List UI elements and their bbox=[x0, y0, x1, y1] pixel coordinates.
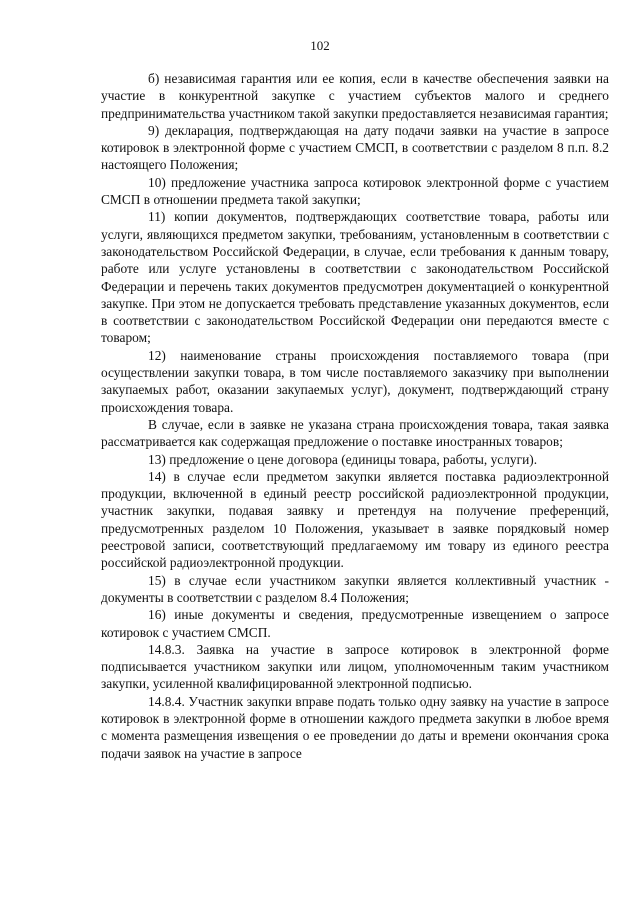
paragraph-item-15: 15) в случае если участником закупки является коллективный участник - документы в соответствии с разделом 8.4 Положения; bbox=[101, 572, 609, 605]
paragraph-item-12: 12) наименование страны происхождения поставляемого товара (при осуществлении закупки товара, в том числе поставляемого заказчику при выполнении закупаемых работ, оказании закупаемых услуг), документ, подтверждающий страну происхождения товара. bbox=[101, 347, 609, 415]
page-number: 102 bbox=[310, 38, 330, 53]
paragraph-item-b: б) независимая гарантия или ее копия, если в качестве обеспечения заявки на участие в конкурентной закупке с участием субъектов малого и среднего предпринимательства участником такой закупки предоставляется независимая гарантия; bbox=[101, 71, 609, 121]
paragraph-item-11: 11) копии документов, подтверждающих соответствие товара, работы или услуги, являющихся предметом закупки, требованиям, установленным в соответствии с законодательством Российской Федерации, в случае, если требования к данным товару, работе или услуге установлены в соответствии с законодательством Российской Федерации и перечень таких документов предусмотрен документацией о конкурентной закупке. При этом не допускается требовать представление указанных документов, если в соответствии с законодательством Российской Федерации они передаются вместе с товаром; bbox=[101, 209, 609, 346]
paragraph-14-8-3: 14.8.3. Заявка на участие в запросе котировок в электронной форме подписывается участником закупки или лицом, уполномоченным таким участником закупки, усиленной квалифицированной электронной подписью. bbox=[101, 641, 609, 692]
paragraph-item-16: 16) иные документы и сведения, предусмотренные извещением о запросе котировок с участием СМСП. bbox=[101, 607, 609, 640]
paragraph-14-8-4: 14.8.4. Участник закупки вправе подать только одну заявку на участие в запросе котировок в электронной форме в отношении каждого предмета закупки в любое время с момента размещения извещения о ее проведении до даты и времени окончания срока подачи заявок на участие в запросе bbox=[101, 693, 609, 761]
paragraph-item-10: 10) предложение участника запроса котировок электронной форме с участием СМСП в отношении предмета такой закупки; bbox=[101, 174, 609, 208]
document-body bbox=[101, 70, 609, 762]
paragraph-item-14: 14) в случае если предметом закупки является поставка радиоэлектронной продукции, включенной в единый реестр российской радиоэлектронной продукции, участник закупки, подавая заявку и претендуя на получение преференций, предусмотренных разделом 10 Положения, указывает в заявке порядковый номер реестровой записи, соответствующий предлагаемому им товару из единого реестра российской радиоэлектронной продукции. bbox=[101, 468, 609, 571]
paragraph-country-note: В случае, если в заявке не указана страна происхождения товара, такая заявка рассматривается как содержащая предложение о поставке иностранных товаров; bbox=[101, 416, 609, 450]
paragraph-item-13: 13) предложение о цене договора (единицы товара, работы, услуги). bbox=[148, 451, 538, 467]
paragraph-item-9: 9) декларация, подтверждающая на дату подачи заявки на участие в запросе котировок в электронной форме с участием СМСП, в соответствии с разделом 8 п.п. 8.2 настоящего Положения; bbox=[101, 122, 609, 173]
